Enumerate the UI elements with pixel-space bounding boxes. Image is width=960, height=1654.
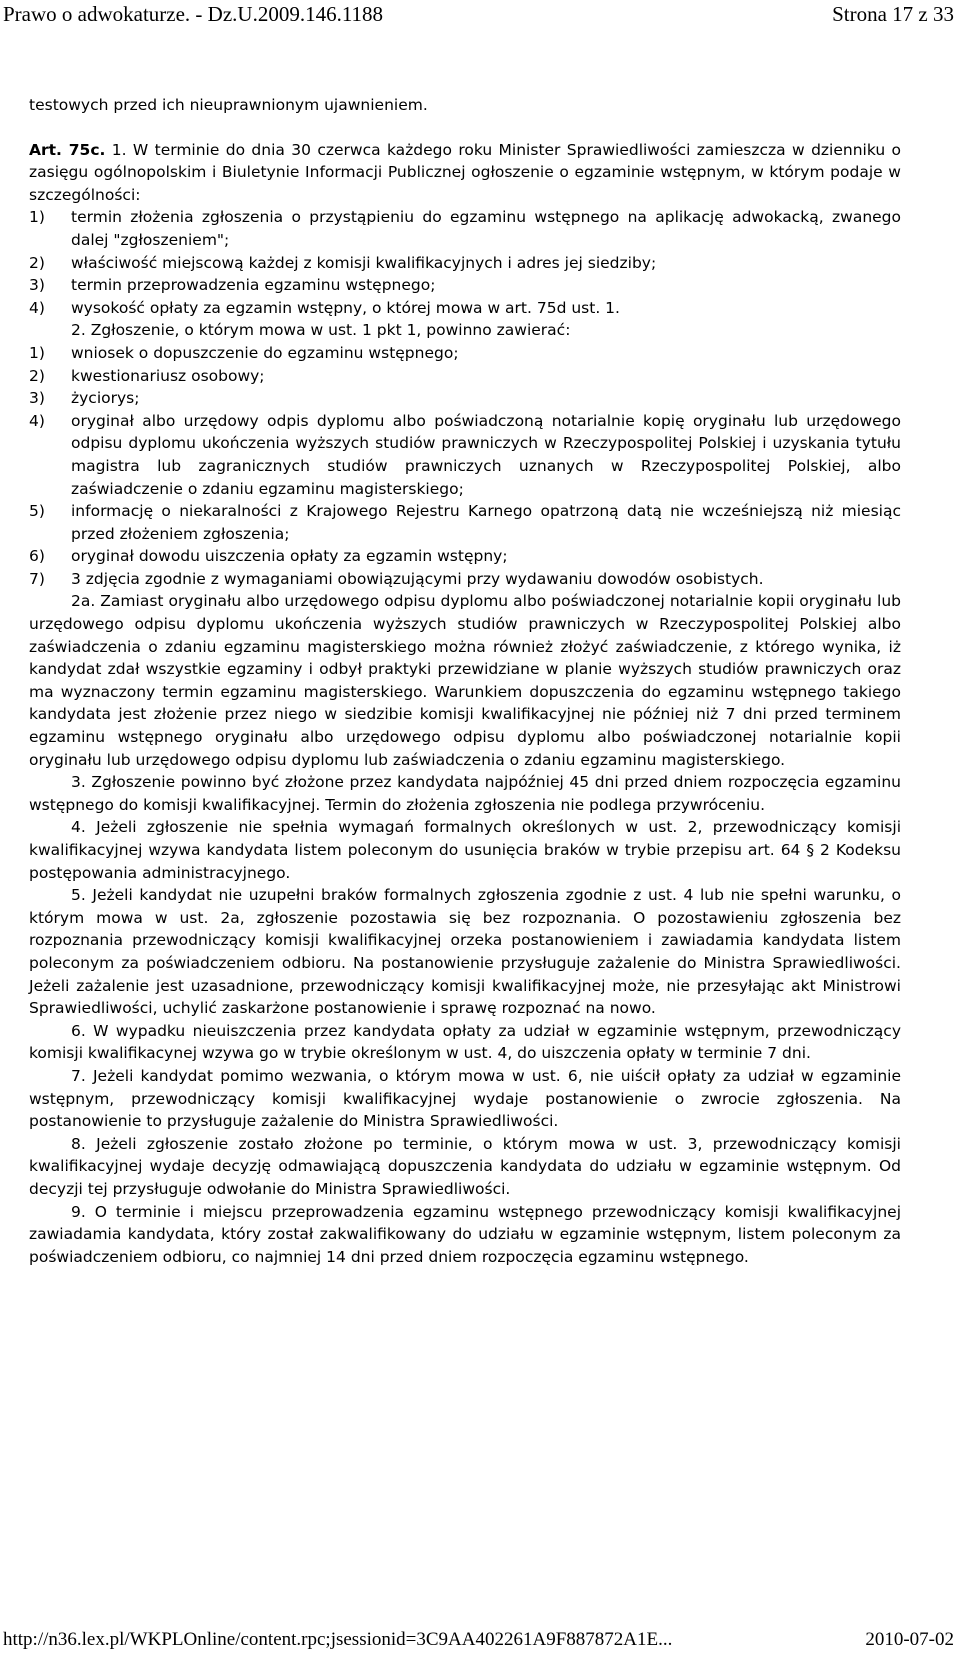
list-text: termin przeprowadzenia egzaminu wstępnego; bbox=[71, 276, 436, 295]
list-number: 1) bbox=[29, 208, 45, 227]
paragraph-8: 8. Jeżeli zgłoszenie zostało złożone po terminie, o którym mowa w ust. 3, przewodniczący komisji kwalifikacyjnej wydaje decyzję odmawiającą dopuszczenia kandydata do udziału w egzaminie wstępnym. Od decyzji tej przysługuje odwołanie do Ministra Sprawiedliwości. bbox=[29, 1134, 901, 1198]
list-number: 2) bbox=[29, 366, 45, 385]
list-text: termin złożenia zgłoszenia o przystąpieniu do egzaminu wstępnego na aplikację adwokacką, zwanego dalej "zgłoszeniem"; bbox=[71, 208, 901, 249]
source-url: http://n36.lex.pl/WKPLOnline/content.rpc;jsessionid=3C9AA402261A9F887872A1E... bbox=[3, 1629, 673, 1650]
list-number: 6) bbox=[29, 547, 45, 566]
print-date: 2010-07-02 bbox=[865, 1629, 954, 1650]
list-number: 1) bbox=[29, 343, 45, 362]
paragraph-5: 5. Jeżeli kandydat nie uzupełni braków formalnych zgłoszenia zgodnie z ust. 4 lub nie spełni warunku, o którym mowa w ust. 2a, zgłoszenie pozostawia się bez rozpoznania. O pozostawieniu zgłoszenia bez rozpoznania przewodniczący komisji kwalifikacyjnej orzeka postanowieniem i zawiadamia kandydata listem poleconym za poświadczeniem odbioru. Na postanowienie przysługuje zażalenie do Ministra Sprawiedliwości. Jeżeli zażalenie jest uzasadnione, przewodniczący komisji kwalifikacyjnej może, nie przesyłając akt Ministrowi Sprawiedliwości, uchylić zaskarżone postanowienie i sprawę rozpoznać na nowo. bbox=[29, 886, 901, 1018]
list-number: 7) bbox=[29, 569, 45, 588]
list-item bbox=[29, 410, 901, 500]
list-text: wniosek o dopuszczenie do egzaminu wstępnego; bbox=[71, 343, 459, 362]
list-item bbox=[29, 568, 901, 591]
list-number: 5) bbox=[29, 502, 45, 521]
list-item bbox=[29, 252, 901, 275]
list-text: kwestionariusz osobowy; bbox=[71, 366, 265, 385]
list-text: informację o niekaralności z Krajowego Rejestru Karnego opatrzoną datą nie wcześniejszą niż miesiąc przed złożeniem zgłoszenia; bbox=[71, 502, 901, 543]
document-body bbox=[29, 94, 901, 1268]
list-text: wysokość opłaty za egzamin wstępny, o której mowa w art. 75d ust. 1. bbox=[71, 298, 620, 317]
list-number: 3) bbox=[29, 276, 45, 295]
list-item bbox=[29, 274, 901, 297]
list-number: 2) bbox=[29, 253, 45, 272]
spacer bbox=[29, 117, 901, 139]
page-footer bbox=[0, 1629, 960, 1654]
list-text: właściwość miejscową każdej z komisji kwalifikacyjnych i adres jej siedziby; bbox=[71, 253, 657, 272]
list-text: oryginał dowodu uiszczenia opłaty za egzamin wstępny; bbox=[71, 547, 508, 566]
list-item bbox=[29, 545, 901, 568]
article-text: 1. W terminie do dnia 30 czerwca każdego roku Minister Sprawiedliwości zamieszcza w dzienniku o zasięgu ogólnopolskim i Biuletynie Informacji Publicznej ogłoszenie o egzaminie wstępnym, w którym podaje w szczególności: bbox=[29, 140, 902, 204]
paragraph-4: 4. Jeżeli zgłoszenie nie spełnia wymagań formalnych określonych w ust. 2, przewodniczący komisji kwalifikacyjnej wzywa kandydata listem poleconym do usunięcia braków w trybie przepisu art. 64 § 2 Kodeksu postępowania administracyjnego. bbox=[29, 818, 901, 882]
paragraph-2a: 2a. Zamiast oryginału albo urzędowego odpisu dyplomu albo poświadczonej notarialnie kopii oryginału lub urzędowego odpisu dyplomu ukończenia wyższych studiów prawniczych w Rzeczypospolitej Polskiej albo zaświadczenia o zdaniu egzaminu magisterskiego można również złożyć zaświadczenie, z którego wynika, iż kandydat zdał wszystkie egzaminy i odbył praktyki przewidziane w planie wyższych studiów prawniczych oraz ma wyznaczony termin egzaminu magisterskiego. Warunkiem dopuszczenia do egzaminu wstępnego takiego kandydata jest złożenie przez niego w siedzibie komisji kwalifikacyjnej nie później niż 7 dni przed terminem egzaminu wstępnego oryginału albo urzędowego odpisu dyplomu albo poświadczonej notarialnie kopii oryginału lub urzędowego odpisu dyplomu lub zaświadczenia o zdaniu egzaminu magisterskiego. bbox=[29, 592, 901, 769]
list-number: 4) bbox=[29, 411, 45, 430]
paragraph-3: 3. Zgłoszenie powinno być złożone przez kandydata najpóźniej 45 dni przed dniem rozpoczęcia egzaminu wstępnego do komisji kwalifikacyjnej. Termin do złożenia zgłoszenia nie podlega przywróceniu. bbox=[29, 773, 901, 814]
list-item bbox=[29, 500, 901, 545]
list-item bbox=[29, 206, 901, 251]
list-text: oryginał albo urzędowy odpis dyplomu albo poświadczoną notarialnie kopię oryginału lub urzędowego odpisu dyplomu ukończenia wyższych studiów prawniczych w Rzeczypospolitej Polskiej i uzyskania tytułu magistra lub zagranicznych studiów prawniczych uznanych w Rzeczypospolitej Polskiej, albo zaświadczenie o zdaniu egzaminu magisterskiego; bbox=[71, 411, 901, 498]
page-header bbox=[0, 0, 960, 30]
list-number: 4) bbox=[29, 298, 45, 317]
list-item bbox=[29, 365, 901, 388]
paragraph-6: 6. W wypadku nieuiszczenia przez kandydata opłaty za udział w egzaminie wstępnym, przewodniczący komisji kwalifikacynej wzywa go w trybie określonym w ust. 4, do uiszczenia opłaty w terminie 7 dni. bbox=[29, 1021, 901, 1063]
article-75c bbox=[29, 139, 901, 207]
list-text: życiorys; bbox=[71, 389, 140, 408]
paragraph-7: 7. Jeżeli kandydat pomimo wezwania, o którym mowa w ust. 6, nie uiścił opłaty za udział w egzaminie wstępnym, przewodniczący komisji kwalifikacyjnej wydaje postanowienie o zwrocie zgłoszenia. Na postanowienie to przysługuje zażalenie do Ministra Sprawiedliwości. bbox=[29, 1066, 901, 1131]
paragraph-2: 2. Zgłoszenie, o którym mowa w ust. 1 pkt 1, powinno zawierać: bbox=[71, 321, 571, 340]
list-item bbox=[29, 387, 901, 410]
list-number: 3) bbox=[29, 389, 45, 408]
list-item bbox=[29, 342, 901, 365]
list-item bbox=[29, 297, 901, 320]
paragraph-continued: testowych przed ich nieuprawnionym ujawnieniem. bbox=[29, 96, 428, 114]
document-title: Prawo o adwokaturze. - Dz.U.2009.146.1188 bbox=[3, 2, 384, 26]
article-label: Art. 75c. bbox=[29, 140, 106, 159]
list-text: 3 zdjęcia zgodnie z wymaganiami obowiązującymi przy wydawaniu dowodów osobistych. bbox=[71, 569, 764, 588]
page-number: Strona 17 z 33 bbox=[832, 2, 954, 26]
paragraph-9: 9. O terminie i miejscu przeprowadzenia egzaminu wstępnego przewodniczący komisji kwalifikacyjnej zawiadamia kandydata, który został zakwalifikowany do udziału w egzaminie wstępnym, listem poleconym za poświadczeniem odbioru, co najmniej 14 dni przed dniem rozpoczęcia egzaminu wstępnego. bbox=[29, 1202, 901, 1266]
